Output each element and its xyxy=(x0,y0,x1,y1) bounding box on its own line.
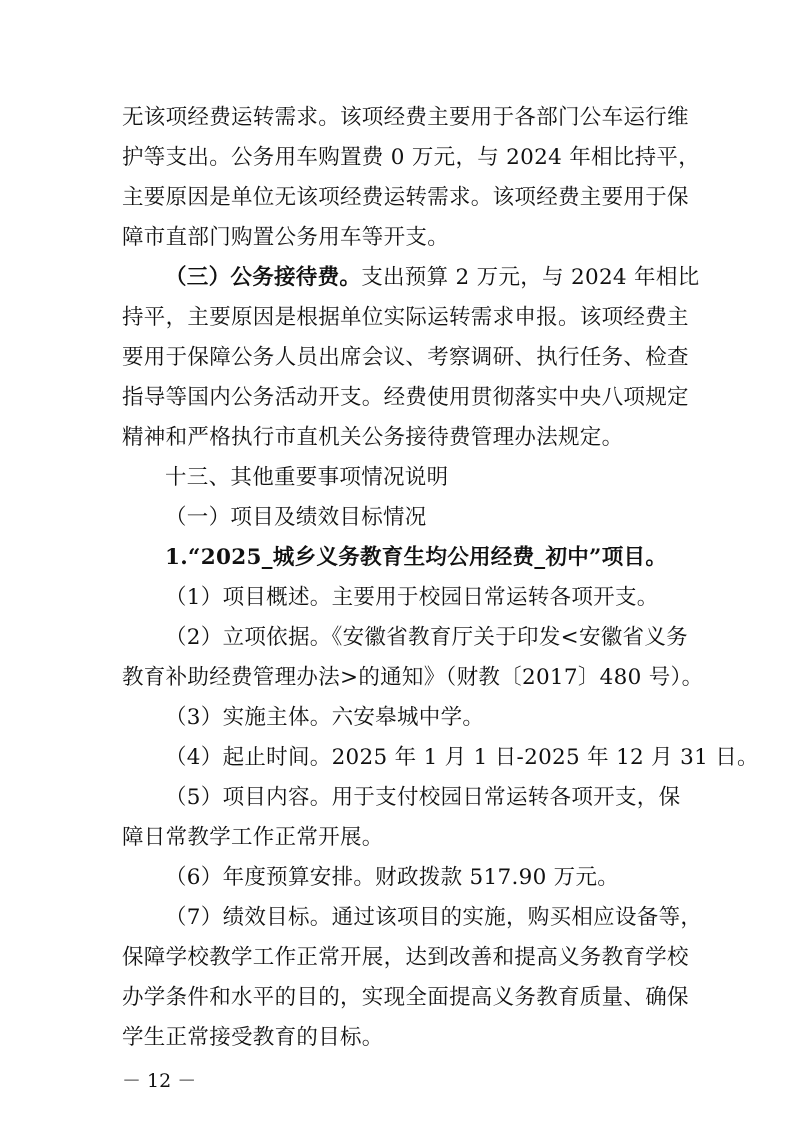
page-number: － 12 － xyxy=(122,1070,197,1092)
list-item: （6）年度预算安排。财政拨款 517.90 万元。 xyxy=(165,865,620,890)
list-item-continued: 办学条件和水平的目的，实现全面提高义务教育质量、确保 xyxy=(122,985,689,1010)
paragraph-line xyxy=(165,266,699,290)
list-item: （4）起止时间。2025 年 1 月 1 日-2025 年 12 月 31 日。 xyxy=(165,745,759,770)
list-item-continued: 障日常教学工作正常开展。 xyxy=(122,825,384,850)
item-title: 1.“2025_城乡义务教育生均公用经费_初中”项目。 xyxy=(165,545,668,570)
section-title: 十三、其他重要事项情况说明 xyxy=(165,465,449,490)
list-item-continued: 保障学校教学工作正常开展，达到改善和提高义务教育学校 xyxy=(122,945,689,970)
list-item: （2）立项依据。《安徽省教育厅关于印发<安徽省义务 xyxy=(165,625,688,650)
list-item: （7）绩效目标。通过该项目的实施，购买相应设备等， xyxy=(165,905,703,930)
body-text-line: 精神和严格执行市直机关公务接待费管理办法规定。 xyxy=(122,425,624,450)
subsection-title: （一）项目及绩效目标情况 xyxy=(165,505,427,530)
body-text-line: 持平，主要原因是根据单位实际运转需求申报。该项经费主 xyxy=(122,305,689,330)
inline-heading: （三）公务接待费。 xyxy=(165,265,362,290)
body-text-line: 指导等国内公务活动开支。经费使用贯彻落实中央八项规定 xyxy=(122,385,689,410)
body-text-line: 护等支出。公务用车购置费 0 万元，与 2024 年相比持平， xyxy=(122,145,701,170)
list-item-continued: 教育补助经费管理办法>的通知》（财教〔2017〕480 号）。 xyxy=(122,665,704,690)
body-text-line: 要用于保障公务人员出席会议、考察调研、执行任务、检查 xyxy=(122,345,689,370)
body-text-line: 无该项经费运转需求。该项经费主要用于各部门公车运行维 xyxy=(122,105,689,130)
list-item: （5）项目内容。用于支付校园日常运转各项开支，保 xyxy=(165,785,681,810)
list-item-continued: 学生正常接受教育的目标。 xyxy=(122,1025,384,1050)
body-text-line: 主要原因是单位无该项经费运转需求。该项经费主要用于保 xyxy=(122,185,689,210)
body-text: 支出预算 2 万元，与 2024 年相比 xyxy=(361,265,700,290)
body-text-line: 障市直部门购置公务用车等开支。 xyxy=(122,225,450,250)
list-item: （1）项目概述。主要用于校园日常运转各项开支。 xyxy=(165,585,659,610)
list-item: （3）实施主体。六安皋城中学。 xyxy=(165,705,485,730)
